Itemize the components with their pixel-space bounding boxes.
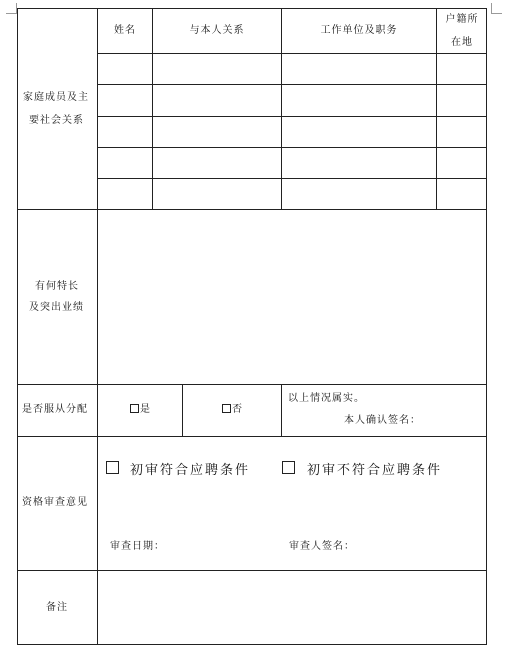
family-row-5-hukou[interactable] bbox=[437, 179, 486, 209]
assignment-signature-label: 本人确认签名： bbox=[344, 415, 421, 426]
family-row-2-relation[interactable] bbox=[153, 85, 281, 116]
remarks-input-area[interactable] bbox=[98, 571, 486, 644]
header-hukou-line2: 在地 bbox=[451, 37, 473, 48]
no-checkbox[interactable] bbox=[222, 404, 231, 413]
header-hukou-line1: 户籍所 bbox=[445, 14, 479, 25]
family-row-5-name[interactable] bbox=[98, 179, 152, 209]
no-label: 否 bbox=[232, 404, 243, 415]
family-row-3-relation[interactable] bbox=[153, 117, 281, 147]
specialty-label-line2: 及突出业绩 bbox=[29, 302, 84, 313]
family-row-2-workplace[interactable] bbox=[282, 85, 436, 116]
section-line-specialty bbox=[17, 384, 487, 385]
family-row-2-hukou[interactable] bbox=[437, 85, 486, 116]
family-row-3-name[interactable] bbox=[98, 117, 152, 147]
assignment-col-divider-1 bbox=[182, 384, 183, 437]
assignment-label: 是否服从分配 bbox=[22, 404, 88, 415]
section-line-assignment bbox=[17, 436, 487, 437]
page-corner-mark-right bbox=[491, 3, 502, 14]
family-row-5-relation[interactable] bbox=[153, 179, 281, 209]
header-name: 姓名 bbox=[114, 25, 136, 36]
family-label-line2: 要社会关系 bbox=[29, 115, 84, 126]
family-row-1-name[interactable] bbox=[98, 54, 152, 84]
family-row-1-relation[interactable] bbox=[153, 54, 281, 84]
family-row-2-name[interactable] bbox=[98, 85, 152, 116]
remarks-label: 备注 bbox=[46, 602, 68, 613]
review-option-fail: 初审不符合应聘条件 bbox=[307, 463, 443, 478]
page-corner-mark-left bbox=[6, 3, 17, 14]
fail-checkbox[interactable] bbox=[282, 461, 295, 474]
family-row-5-workplace[interactable] bbox=[282, 179, 436, 209]
header-workplace: 工作单位及职务 bbox=[320, 25, 398, 36]
family-row-3-workplace[interactable] bbox=[282, 117, 436, 147]
family-row-4-hukou[interactable] bbox=[437, 148, 486, 178]
review-label: 资格审查意见 bbox=[22, 497, 88, 508]
family-row-4-name[interactable] bbox=[98, 148, 152, 178]
family-label-line1: 家庭成员及主 bbox=[23, 92, 89, 103]
yes-checkbox[interactable] bbox=[130, 404, 139, 413]
assignment-statement: 以上情况属实。 bbox=[288, 393, 365, 404]
review-date-label: 审查日期： bbox=[110, 541, 165, 552]
specialty-label-line1: 有何特长 bbox=[35, 281, 79, 292]
reviewer-signature-label: 审查人签名： bbox=[289, 541, 355, 552]
family-row-1-hukou[interactable] bbox=[437, 54, 486, 84]
assignment-no-option[interactable] bbox=[222, 403, 243, 417]
pass-checkbox[interactable] bbox=[106, 461, 119, 474]
family-row-3-hukou[interactable] bbox=[437, 117, 486, 147]
assignment-yes-option[interactable] bbox=[130, 403, 151, 417]
family-row-4-relation[interactable] bbox=[153, 148, 281, 178]
specialty-input-area[interactable] bbox=[98, 210, 486, 384]
review-option-pass: 初审符合应聘条件 bbox=[130, 463, 251, 478]
assignment-col-divider-2 bbox=[281, 384, 282, 437]
header-relation: 与本人关系 bbox=[189, 25, 245, 36]
family-row-4-workplace[interactable] bbox=[282, 148, 436, 178]
yes-label: 是 bbox=[140, 404, 151, 415]
family-row-1-workplace[interactable] bbox=[282, 54, 436, 84]
